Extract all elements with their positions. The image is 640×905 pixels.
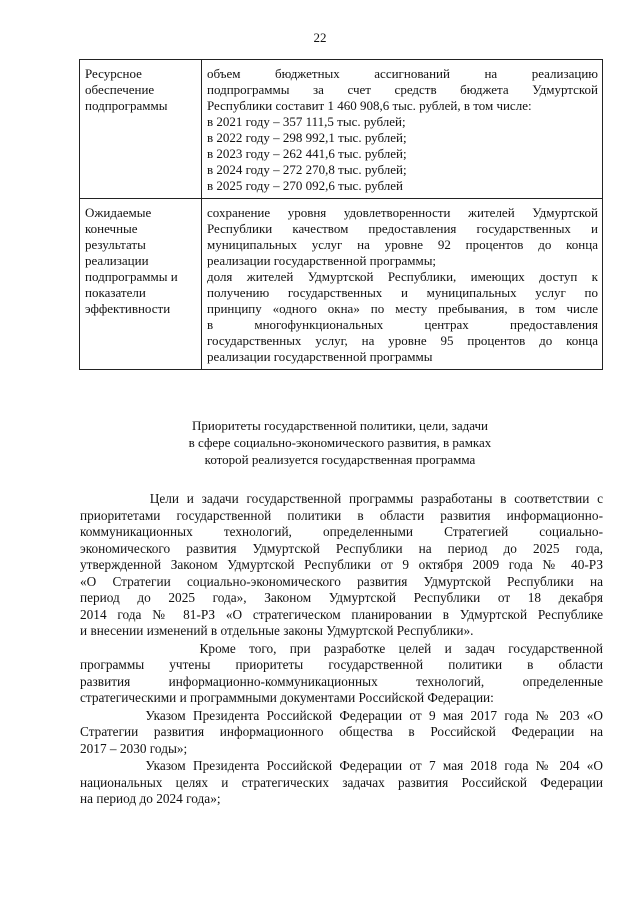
label-line: Ожидаемые — [85, 205, 152, 220]
row-label-expected-results — [80, 199, 202, 370]
paragraph-line: стратегическими и программными документами Российской Федерации: — [80, 690, 494, 705]
subprogram-passport-table — [79, 59, 603, 370]
paragraph-decree-204 — [80, 758, 603, 808]
paragraph-line: Указом Президента Российской Федерации от 9 мая 2017 года № 203 «О — [80, 707, 603, 723]
content-line: государственных услуг, на уровне 95 процентов до конца — [207, 333, 598, 348]
paragraph-line: утвержденной Законом Удмуртской Республики от 9 октября 2009 года № 40-РЗ — [80, 557, 603, 572]
paragraph-line: на период до 2024 года»; — [80, 791, 221, 806]
paragraph-line: коммуникационных технологий, определенными Стратегией социально- — [80, 524, 603, 539]
content-line: в многофункциональных центрах предоставления — [207, 317, 598, 332]
content-line: получению государственных и муниципальных услуг по — [207, 285, 598, 300]
content-line: муниципальных услуг на уровне 92 процентов до конца — [207, 237, 598, 252]
section-title-line: Приоритеты государственной политики, цели, задачи — [192, 418, 488, 433]
content-line: доля жителей Удмуртской Республики, имеющих доступ к — [207, 269, 598, 284]
content-line: реализации государственной программы; — [207, 253, 437, 268]
paragraph-line: программы учтены приоритеты государственной политики в области — [80, 657, 603, 672]
content-line: реализации государственной программы — [207, 349, 433, 364]
paragraph-line: и внесении изменений в отдельные законы Удмуртской Республики». — [80, 623, 474, 638]
content-line: подпрограммы за счет средств бюджета Удмуртской — [207, 82, 598, 97]
paragraph-goals — [80, 491, 603, 640]
paragraph-line: развития информационно-коммуникационных технологий, определенные — [80, 673, 603, 689]
content-line: в 2025 году – 270 092,6 тыс. рублей — [207, 178, 403, 193]
content-line: в 2021 году – 357 111,5 тыс. рублей; — [207, 114, 406, 129]
row-label-resources — [80, 60, 202, 199]
body-text — [80, 491, 603, 809]
paragraph-line: 2014 года № 81-РЗ «О стратегическом планировании в Удмуртской Республике — [80, 606, 603, 622]
paragraph-line: Цели и задачи государственной программы разработаны в соответствии с — [80, 491, 603, 506]
content-line: сохранение уровня удовлетворенности жителей Удмуртской — [207, 205, 598, 220]
paragraph-line: Стратегии развития информационного общества в Российской Федерации на — [80, 724, 603, 739]
paragraph-line: период до 2025 года», Законом Удмуртской Республики от 18 декабря — [80, 590, 603, 605]
content-line: в 2022 году – 298 992,1 тыс. рублей; — [207, 130, 407, 145]
label-line: обеспечение — [85, 82, 155, 97]
paragraph-line: приоритетами государственной политики в области развития информационно- — [80, 507, 603, 523]
row-content-resources — [202, 60, 603, 199]
paragraph-decree-203 — [80, 708, 603, 758]
paragraph-line: 2017 – 2030 годы»; — [80, 740, 188, 756]
content-line: объем бюджетных ассигнований на реализацию — [207, 66, 598, 81]
paragraph-line: «О Стратегии социально-экономического развития Удмуртской Республики на — [80, 573, 603, 589]
label-line: подпрограммы — [85, 98, 168, 113]
section-title-line: которой реализуется государственная программа — [204, 452, 476, 467]
label-line: Ресурсное — [85, 66, 142, 81]
content-line: в 2024 году – 272 270,8 тыс. рублей; — [207, 162, 407, 177]
content-line: Республики составит 1 460 908,6 тыс. рублей, в том числе: — [207, 98, 532, 113]
table-row-expected-results — [80, 199, 603, 370]
label-line: реализации — [85, 253, 149, 268]
content-line: Республики качеством предоставления государственных и — [207, 221, 598, 236]
content-line: в 2023 году – 262 441,6 тыс. рублей; — [207, 146, 407, 161]
label-line: результаты — [85, 237, 146, 252]
label-line: конечные — [85, 221, 138, 236]
table-row-resources — [80, 60, 603, 199]
label-line: подпрограммы и — [85, 269, 178, 284]
paragraph-line: национальных целях и стратегических задачах развития Российской Федерации — [80, 774, 603, 790]
label-line: эффективности — [85, 301, 171, 316]
row-content-expected-results — [202, 199, 603, 370]
page-number: 22 — [313, 30, 327, 45]
section-title — [80, 417, 600, 468]
paragraph-priorities — [80, 641, 603, 707]
section-title-line: в сфере социально-экономического развития, в рамках — [188, 435, 492, 450]
content-line: принципу «одного окна» по месту пребывания, в том числе — [207, 301, 598, 316]
label-line: показатели — [85, 285, 146, 300]
paragraph-line: экономического развития Удмуртской Республики на период до 2025 года, — [80, 540, 603, 556]
paragraph-line: Указом Президента Российской Федерации от 7 мая 2018 года № 204 «О — [80, 758, 603, 773]
paragraph-line: Кроме того, при разработке целей и задач государственной — [80, 640, 603, 656]
